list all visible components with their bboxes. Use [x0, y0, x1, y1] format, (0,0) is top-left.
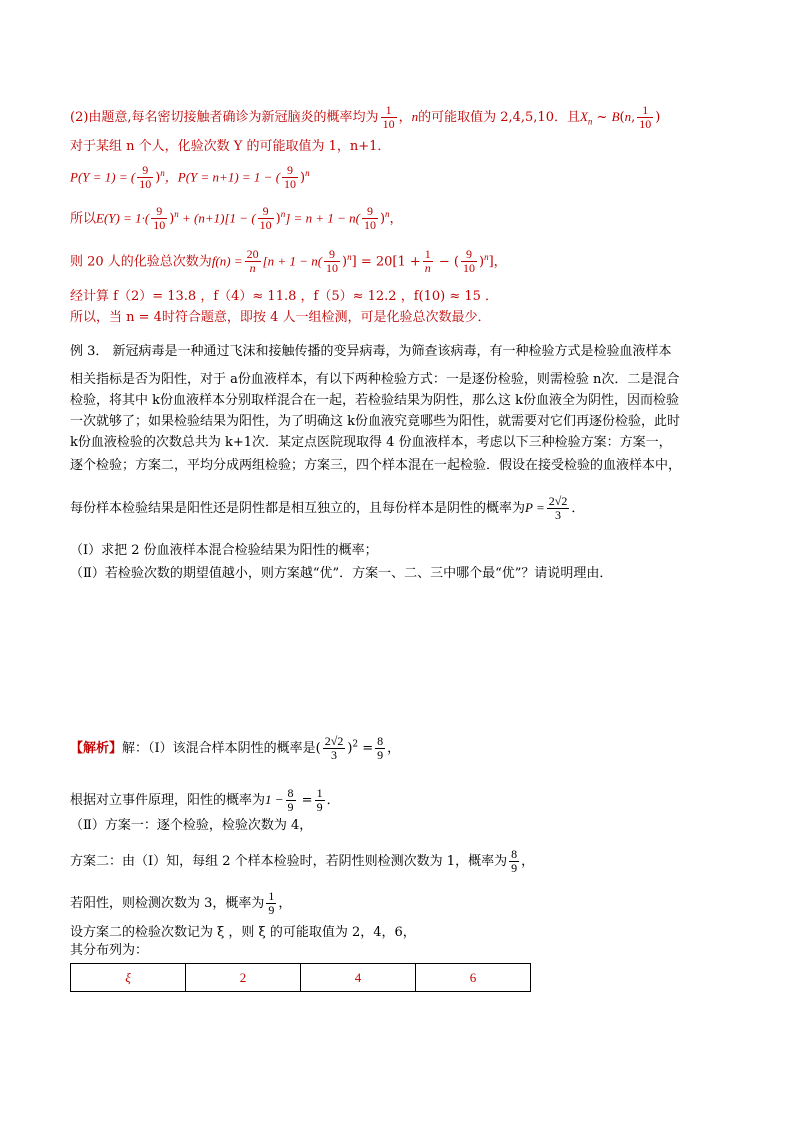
example3-line2: 相关指标是否为阳性，对于 a份血液样本，有以下两种检验方式：一是逐份检验，则需检验 n次．二是混合 — [70, 372, 680, 387]
fraction-numerator: 8 — [377, 734, 384, 748]
fraction-denominator: 10 — [639, 117, 652, 131]
fraction — [266, 890, 276, 917]
fraction — [461, 248, 477, 275]
fraction-denominator: 9 — [287, 800, 294, 814]
fraction — [315, 787, 325, 814]
fraction-denominator: 10 — [139, 177, 152, 192]
solution-line3: （Ⅱ）方案一：逐个检验，检验次数为 4， — [70, 818, 313, 833]
analysis-tag: 【解析】 — [70, 741, 123, 756]
solution-line7: 其分布列为： — [70, 943, 149, 958]
fraction-denominator: 10 — [382, 117, 395, 131]
text-segment: ) — [300, 170, 306, 186]
fraction-numerator: 2√2 — [548, 494, 568, 508]
text-segment: ， — [278, 896, 292, 911]
math-var: X — [579, 109, 588, 124]
text-segment: 每份样本检验结果是阳性还是阴性都是相互独立的，且每份样本是阴性的概率为 — [70, 501, 526, 516]
text-segment: 则 20 人的化验总次数为 — [70, 254, 212, 270]
fraction — [258, 205, 274, 232]
text-segment: 根据对立事件原理，阳性的概率为 — [70, 793, 266, 808]
table-cell: 6 — [416, 964, 531, 992]
text-segment: ) — [275, 211, 281, 227]
fraction-numerator: 20 — [246, 247, 259, 262]
fraction-numerator: 9 — [324, 248, 340, 262]
text-segment: ) — [379, 211, 386, 227]
text-segment: ． — [571, 501, 585, 516]
fraction-numerator: 9 — [282, 164, 298, 178]
text-segment: ) — [342, 254, 348, 270]
solution-line2 — [70, 787, 340, 814]
text-segment: (2)由题意,每名密切接触者确诊为新冠脑炎的概率均为 — [70, 110, 379, 125]
table-cell: 2 — [186, 964, 301, 992]
text-segment: ]， — [488, 254, 507, 270]
math-sup: n — [160, 168, 165, 178]
fraction — [547, 495, 570, 522]
question-1: （Ⅰ）求把 2 份血液样本混合检验结果为阳性的概率； — [70, 543, 378, 558]
fraction-numerator: 1 — [268, 889, 275, 903]
fraction-denominator: 9 — [316, 800, 323, 814]
fraction-denominator: 10 — [259, 218, 272, 233]
solution-line5 — [70, 890, 291, 917]
example3-line4: 一次就够了；如果检验结果为阳性，为了明确这 k份血液究竟哪些为阳性，就需要对它们再逐份检验，此时 — [70, 414, 681, 429]
fraction — [245, 248, 261, 275]
text-segment: ~ — [592, 110, 612, 125]
text-segment: ， — [389, 211, 403, 227]
math-var: n — [624, 109, 632, 124]
text-segment: [n + 1 − n( — [262, 253, 323, 269]
text-segment: ] = 20[1 + — [351, 254, 421, 270]
fraction — [509, 848, 519, 875]
example3-line7 — [70, 495, 584, 522]
fraction-numerator: 9 — [151, 205, 167, 219]
fraction — [286, 787, 296, 814]
text-segment: ． — [326, 793, 340, 808]
math-var: B — [611, 109, 620, 124]
fraction-numerator: 9 — [461, 248, 477, 262]
text-segment: ， — [521, 854, 535, 869]
text-segment: E(Y) = 1·( — [96, 210, 150, 226]
part2-line1 — [70, 104, 660, 131]
fraction — [637, 104, 653, 131]
part2-line5 — [70, 248, 507, 275]
fraction-denominator: 3 — [331, 748, 338, 762]
part2-line3 — [70, 164, 310, 191]
math-sup: n — [305, 168, 310, 178]
fraction — [137, 164, 153, 191]
fraction-denominator: 10 — [463, 261, 475, 276]
math-sup: 2 — [352, 739, 359, 750]
text-segment: 的可能取值为 2,4,5,10．且 — [418, 110, 580, 125]
text-segment: 解：（Ⅰ）该混合样本阴性的概率是( — [122, 741, 321, 756]
fraction-denominator: 10 — [326, 261, 339, 276]
distribution-table — [70, 963, 531, 992]
math-sup: n — [385, 209, 390, 219]
fraction-denominator: 9 — [377, 748, 384, 762]
text-segment: ) — [169, 211, 175, 227]
fraction-denominator: 10 — [284, 177, 297, 192]
text-segment: P(Y = 1) = ( — [70, 169, 136, 185]
table-row — [71, 964, 531, 992]
text-segment: P = — [525, 500, 545, 515]
example3-line5: k份血液检验的次数总共为 k+1次．某定点医院现取得 4 份血液样本，考虑以下三种检验方案：方案一， — [70, 435, 672, 450]
fraction-numerator: 1 — [316, 786, 323, 800]
fraction — [323, 735, 346, 762]
fraction-numerator: 9 — [362, 205, 378, 219]
text-segment: f(n) = — [211, 253, 243, 269]
math-sub: n — [587, 116, 593, 127]
table-cell: 4 — [301, 964, 416, 992]
fraction-numerator: 9 — [258, 205, 274, 219]
part2-line6: 经计算 f（2）= 13.8 ，f（4）≈ 11.8 ，f（5）≈ 12.2 ，f(10) ≈ 15 ． — [70, 289, 499, 304]
text-segment: ) — [655, 110, 661, 125]
text-segment: ) — [155, 170, 161, 186]
fraction-denominator: 9 — [511, 861, 518, 875]
text-segment: ) — [347, 741, 353, 756]
solution-line1 — [70, 735, 400, 762]
fraction — [375, 735, 385, 762]
text-segment: 1 − — [265, 792, 284, 807]
solution-line4 — [70, 848, 534, 875]
fraction-numerator: 1 — [424, 247, 431, 262]
math-var: n — [411, 109, 419, 124]
part2-line2: 对于某组 n 个人，化验次数 Y 的可能取值为 1，n+1． — [70, 139, 391, 154]
part2-line4 — [70, 205, 403, 232]
math-sup: n — [280, 209, 286, 219]
text-segment: = — [358, 741, 374, 756]
example3-line6: 逐个检验；方案二，平均分成两组检验；方案三，四个样本混在一起检验．假设在接受检验的血液样本中， — [70, 458, 682, 473]
math-sup: n — [484, 252, 489, 262]
text-segment: ( — [619, 110, 625, 125]
fraction-denominator: 3 — [555, 508, 562, 522]
fraction-numerator: 1 — [381, 104, 397, 118]
fraction — [151, 205, 167, 232]
text-segment: − ( — [434, 254, 459, 270]
text-segment: ， — [398, 110, 412, 125]
text-segment: = — [297, 793, 313, 808]
fraction — [423, 248, 433, 275]
text-segment: + (n+1)[1 − ( — [178, 210, 256, 226]
math-sup: n — [347, 252, 352, 262]
fraction-denominator: 10 — [153, 218, 166, 233]
text-segment: ， — [387, 741, 401, 756]
example3-line3: 检验，将其中 k份血液样本分别取样混合在一起，若检验结果为阴性，那么这 k份血液全为阴性，因而检验 — [70, 393, 680, 408]
fraction-denominator: 10 — [363, 218, 376, 233]
table-cell: ξ — [71, 964, 186, 992]
fraction-denominator: 9 — [268, 903, 275, 917]
question-2: （Ⅱ）若检验次数的期望值越小，则方案越“优”．方案一、二、三中哪个最“优”？请说明理由． — [70, 566, 613, 581]
text-segment: ) — [479, 254, 485, 270]
fraction-denominator: n — [424, 261, 431, 276]
fraction — [381, 104, 397, 131]
text-segment: , — [631, 110, 636, 125]
text-segment: 所以 — [70, 211, 97, 227]
math-sup: n — [174, 209, 179, 219]
part2-line7: 所以，当 n = 4时符合题意，即按 4 人一组检测，可是化验总次数最少． — [70, 310, 491, 325]
fraction-denominator: n — [249, 261, 256, 276]
fraction-numerator: 2√2 — [324, 734, 344, 748]
text-segment: 若阳性，则检测次数为 3，概率为 — [70, 896, 265, 911]
fraction — [282, 164, 298, 191]
text-segment: ] = n + 1 − n( — [285, 210, 360, 226]
example3-line1: 例 3． 新冠病毒是一种通过飞沫和接触传播的变异病毒，为筛查该病毒，有一种检验方式是检验血液样本 — [70, 344, 672, 359]
fraction-numerator: 1 — [637, 104, 653, 118]
fraction — [362, 205, 378, 232]
fraction-numerator: 8 — [287, 786, 294, 800]
text-segment: ，P(Y = n+1) = 1 − ( — [164, 169, 281, 185]
fraction-numerator: 9 — [137, 164, 153, 178]
text-segment: 方案二：由（Ⅰ）知，每组 2 个样本检验时，若阴性则检测次数为 1，概率为 — [70, 854, 508, 869]
fraction-numerator: 8 — [511, 847, 518, 861]
solution-line6: 设方案二的检验次数记为 ξ ，则 ξ 的可能取值为 2，4，6， — [70, 925, 416, 940]
fraction — [324, 248, 340, 275]
